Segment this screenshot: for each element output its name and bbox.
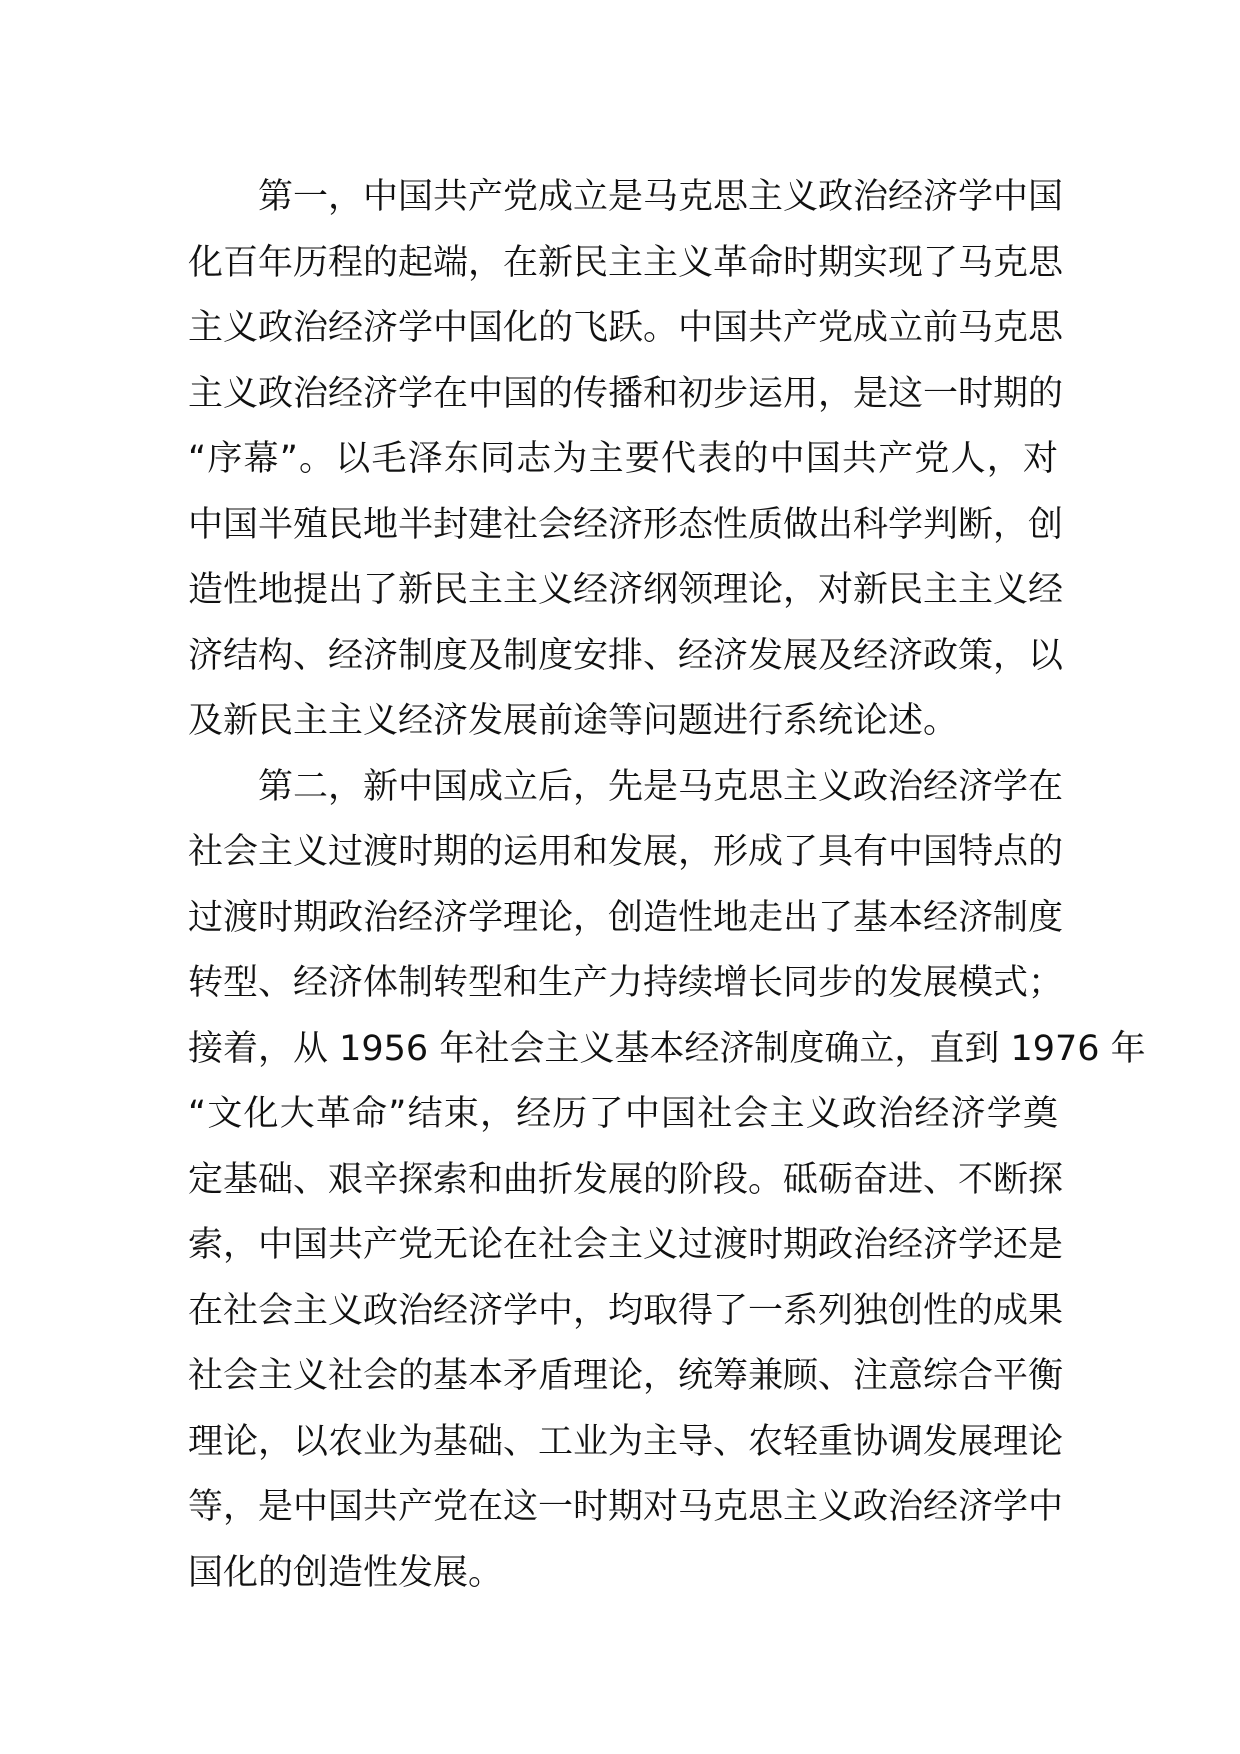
text-line: 主义政治经济学在中国的传播和初步运用，是这一时期的: [188, 373, 1064, 414]
text-line: 第二，新中国成立后，先是马克思主义政治经济学在: [258, 766, 1064, 807]
text-line: 造性地提出了新民主主义经济纲领理论，对新民主主义经: [188, 570, 1064, 610]
text-line: 济结构、经济制度及制度安排、经济发展及经济政策，以: [188, 635, 1064, 676]
text-line: 主义政治经济学中国化的飞跃。中国共产党成立前马克思: [188, 308, 1064, 348]
paragraph-1: [188, 165, 1064, 755]
text-line: 及新民主主义经济发展前途等问题进行系统论述。: [188, 701, 959, 741]
text-line: 国化的创造性发展。: [188, 1552, 504, 1593]
text-line: 理论，以农业为基础、工业为主导、农轻重协调发展理论: [188, 1421, 1064, 1462]
paragraph-2: [188, 755, 1146, 1607]
text-line: 过渡时期政治经济学理论，创造性地走出了基本经济制度: [188, 897, 1064, 938]
text-line: 中国半殖民地半封建社会经济形态性质做出科学判断，创: [188, 504, 1064, 545]
text-line: 索，中国共产党无论在社会主义过渡时期政治经济学还是: [188, 1225, 1064, 1265]
document-body: [188, 165, 1146, 1606]
text-line: 在社会主义政治经济学中，均取得了一系列独创性的成果: [188, 1290, 1064, 1331]
text-line: 社会主义过渡时期的运用和发展，形成了具有中国特点的: [188, 832, 1064, 872]
text-line: 定基础、艰辛探索和曲折发展的阶段。砥砺奋进、不断探: [188, 1159, 1064, 1200]
text-line: “文化大革命”结束，经历了中国社会主义政治经济学奠: [188, 1094, 1058, 1134]
text-line: 社会主义社会的基本矛盾理论，统筹兼顾、注意综合平衡: [188, 1356, 1064, 1396]
text-line: 转型、经济体制转型和生产力持续增长同步的发展模式；: [188, 963, 1064, 1003]
text-line: 接着，从 1956 年社会主义基本经济制度确立，直到 1976 年: [188, 1028, 1146, 1069]
text-line: “序幕”。以毛泽东同志为主要代表的中国共产党人，对: [188, 439, 1058, 479]
text-line: 第一，中国共产党成立是马克思主义政治经济学中国: [258, 177, 1064, 217]
text-line: 化百年历程的起端，在新民主主义革命时期实现了马克思: [188, 242, 1064, 283]
text-line: 等，是中国共产党在这一时期对马克思主义政治经济学中: [188, 1487, 1064, 1527]
